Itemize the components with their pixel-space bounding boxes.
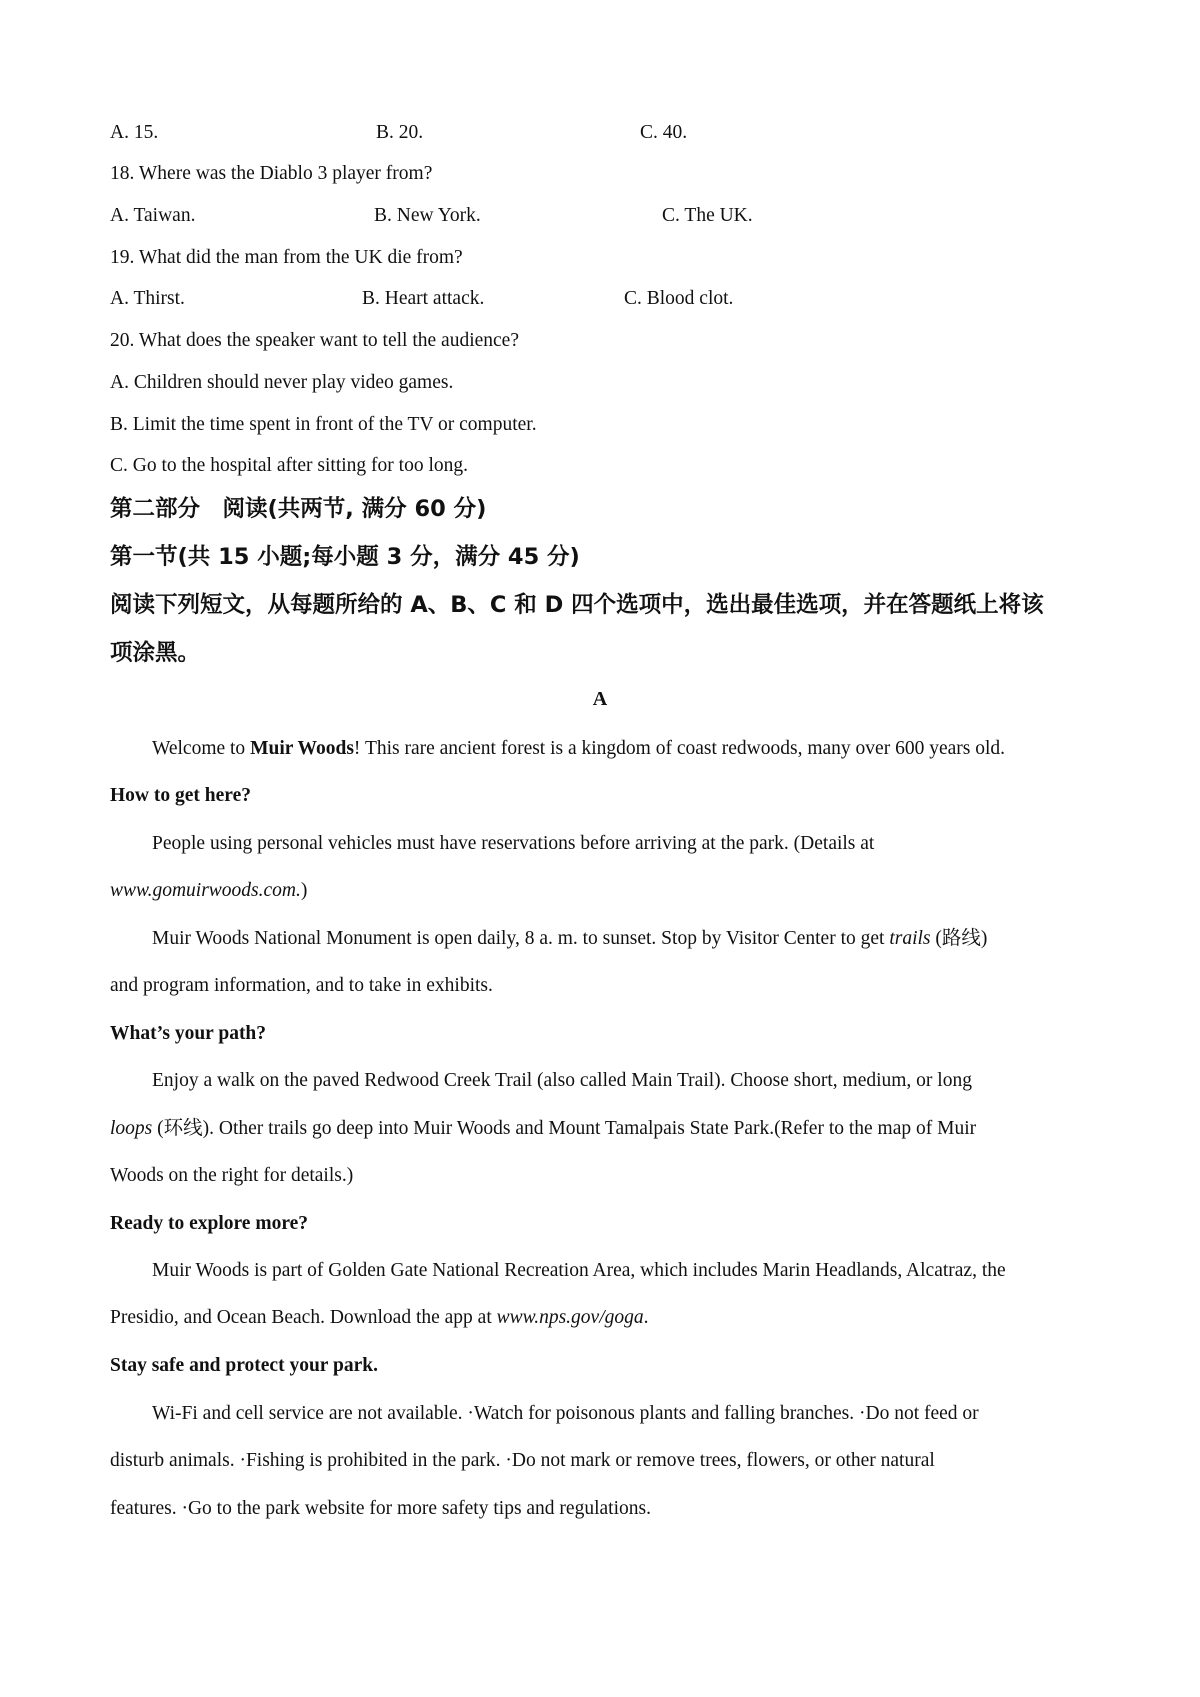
p5-line-1: Wi-Fi and cell service are not available. ·Watch for poisonous plants and falling branches. ·Do not feed or bbox=[152, 1403, 979, 1424]
q17-option-c: C. 40. bbox=[640, 122, 688, 143]
q19-option-a: A. Thirst. bbox=[110, 288, 185, 309]
p3-line-2 bbox=[110, 1117, 976, 1141]
p4-line-2-after: . bbox=[643, 1307, 649, 1328]
p4-line-2 bbox=[110, 1306, 649, 1330]
q20-option-b: B. Limit the time spent in front of the TV or computer. bbox=[110, 414, 537, 435]
q20-question: 20. What does the speaker want to tell the audience? bbox=[110, 330, 519, 351]
p1-line-1: People using personal vehicles must have reservations before arriving at the park. (Details at bbox=[152, 833, 875, 854]
heading-how-to-get-here: How to get here? bbox=[110, 785, 251, 806]
q19-option-c: C. Blood clot. bbox=[624, 288, 734, 309]
q18-option-a: A. Taiwan. bbox=[110, 205, 196, 226]
part2-title: 第二部分 阅读(共两节, 满分 60 分) bbox=[110, 496, 487, 522]
p2-word-trails: trails bbox=[889, 928, 931, 949]
p5-line-3: features. ·Go to the park website for more safety tips and regulations. bbox=[110, 1498, 651, 1519]
q18-option-b: B. New York. bbox=[374, 205, 481, 226]
p2-line-1 bbox=[152, 927, 987, 951]
p2-line-1-before: Muir Woods National Monument is open daily, 8 a. m. to sunset. Stop by Visitor Center to get bbox=[152, 928, 890, 949]
instruction-line-2: 项涂黑。 bbox=[110, 640, 201, 666]
p3-line-3: Woods on the right for details.) bbox=[110, 1165, 354, 1186]
heading-whats-your-path: What’s your path? bbox=[110, 1023, 267, 1044]
p3-line-2-after: (环线). Other trails go deep into Muir Woods and Mount Tamalpais State Park.(Refer to the map of Muir bbox=[152, 1118, 977, 1139]
p5-line-2: disturb animals. ·Fishing is prohibited in the park. ·Do not mark or remove trees, flowers, or other natural bbox=[110, 1450, 935, 1471]
heading-ready-to-explore: Ready to explore more? bbox=[110, 1213, 309, 1234]
passage-letter: A bbox=[592, 688, 608, 710]
p3-word-loops: loops bbox=[110, 1118, 153, 1139]
q20-option-c: C. Go to the hospital after sitting for too long. bbox=[110, 455, 468, 476]
q18-option-c: C. The UK. bbox=[662, 205, 753, 226]
q19-question: 19. What did the man from the UK die from? bbox=[110, 247, 463, 268]
nps-goga-link[interactable]: www.nps.gov/goga bbox=[496, 1307, 644, 1328]
p2-line-2: and program information, and to take in exhibits. bbox=[110, 975, 493, 996]
intro-park-name: Muir Woods bbox=[250, 738, 354, 759]
q19-option-b: B. Heart attack. bbox=[362, 288, 485, 309]
section1-title: 第一节(共 15 小题;每小题 3 分，满分 45 分) bbox=[110, 544, 580, 570]
gomuirwoods-link[interactable]: www.gomuirwoods.com. bbox=[110, 880, 301, 901]
q17-option-b: B. 20. bbox=[376, 122, 424, 143]
p4-line-2-before: Presidio, and Ocean Beach. Download the app at bbox=[110, 1307, 497, 1328]
p1-line-2-after: ) bbox=[300, 880, 308, 901]
q18-question: 18. Where was the Diablo 3 player from? bbox=[110, 163, 433, 184]
p4-line-1: Muir Woods is part of Golden Gate National Recreation Area, which includes Marin Headlands, Alcatraz, the bbox=[152, 1260, 1006, 1281]
intro-text-after: ! This rare ancient forest is a kingdom of coast redwoods, many over 600 years old. bbox=[353, 738, 1006, 759]
intro-text-before: Welcome to bbox=[152, 738, 251, 759]
p1-line-2 bbox=[110, 879, 307, 903]
p3-line-1: Enjoy a walk on the paved Redwood Creek Trail (also called Main Trail). Choose short, medium, or long bbox=[152, 1070, 972, 1091]
p2-line-1-after: (路线) bbox=[930, 928, 988, 949]
instruction-line-1: 阅读下列短文，从每题所给的 A、B、C 和 D 四个选项中，选出最佳选项，并在答题纸上将该 bbox=[110, 592, 1044, 618]
q17-option-a: A. 15. bbox=[110, 122, 159, 143]
q20-option-a: A. Children should never play video games. bbox=[110, 372, 454, 393]
heading-stay-safe: Stay safe and protect your park. bbox=[110, 1355, 378, 1376]
intro-paragraph bbox=[152, 737, 1005, 761]
